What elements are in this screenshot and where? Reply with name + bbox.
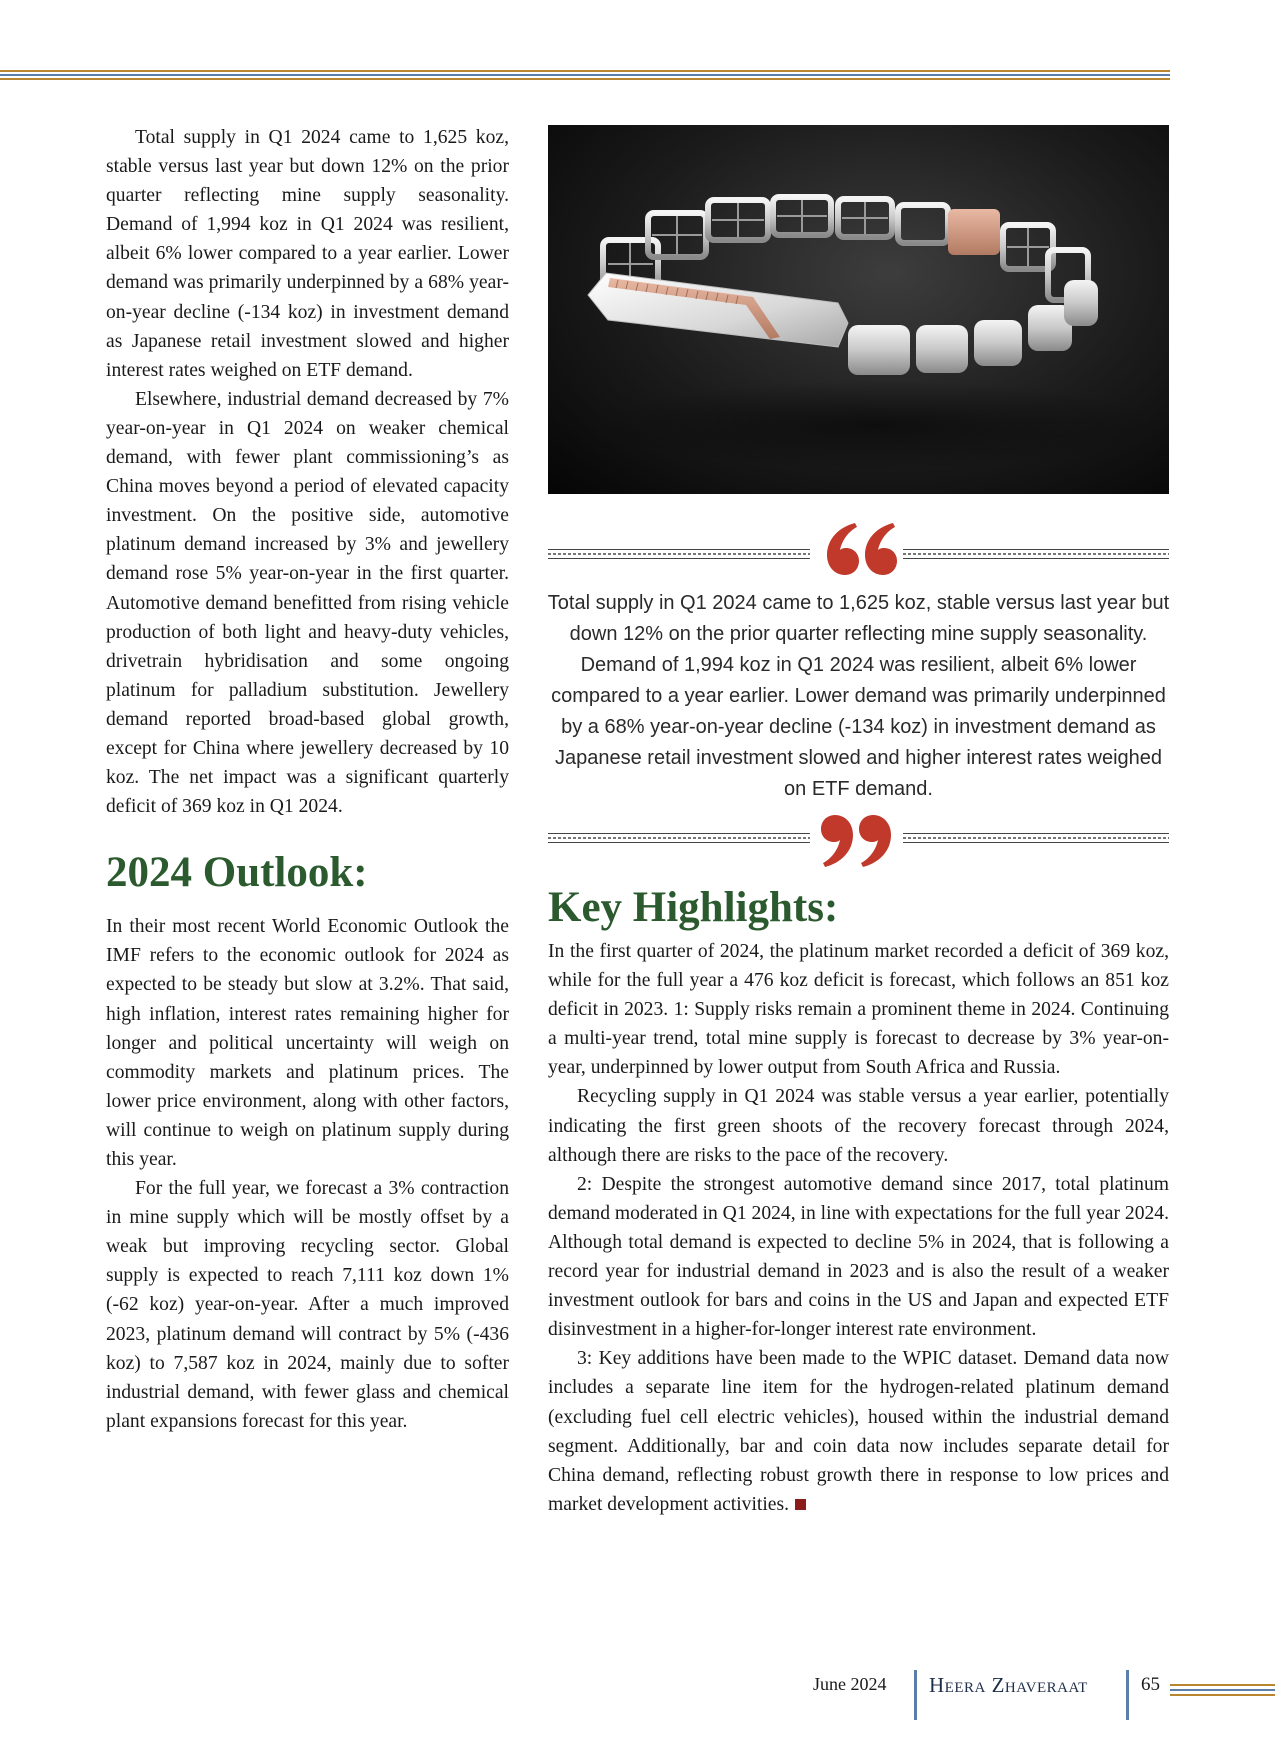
page-number: 65: [1141, 1674, 1160, 1695]
article-paragraph: Total supply in Q1 2024 came to 1,625 koz, stable versus last year but down 12% on the prior quarter reflecting mine supply seasonality. Demand of 1,994 koz in Q1 2024 was resilient, albeit 6% lower compared to a year earlier. Lower demand was primarily underpinned by a 68% year-on-year decline (-134 koz) in investment demand as Japanese retail investment slowed and higher interest rates weighed on ETF demand.: [106, 127, 509, 381]
footer-divider: [914, 1670, 917, 1720]
quote-rule: [903, 832, 1169, 844]
highlights-heading: Key Highlights:: [548, 884, 839, 931]
article-paragraph: 2: Despite the strongest automotive demand since 2017, total platinum demand moderated in Q1 2024, in line with expectations for the full year 2024. Although total demand is expected to decline 5% in 2024, that is following a record year for industrial demand in 2023 and is also the result of a weaker investment outlook for bars and coins in the US and Japan and expected ETF disinvestment in a higher-for-longer interest rate environment.: [548, 1173, 1169, 1341]
article-paragraph: For the full year, we forecast a 3% contraction in mine supply which will be mostly offset by a weak but improving recycling sector. Global supply is expected to reach 7,111 koz down 1% (-62 koz) year-on-year. After a much improved 2023, platinum demand will contract by 5% (-436 koz) to 7,587 koz in 2024, mainly due to softer industrial demand, with fewer glass and chemical plant expansions forecast for this year.: [106, 1178, 509, 1432]
open-quote-icon: [821, 515, 897, 577]
end-mark-icon: [795, 1499, 806, 1510]
article-paragraph: Elsewhere, industrial demand decreased by 7% year-on-year in Q1 2024 on weaker chemical demand, with fewer plant commissioning’s as China moves beyond a period of elevated capacity investment. On the positive side, automotive platinum demand increased by 3% and jewellery demand rose 5% year-on-year in the first quarter. Automotive demand benefitted from rising vehicle production of both light and heavy-duty vehicles, drivetrain hybridisation and some ongoing platinum for palladium substitution. Jewellery demand reported broad-based global growth, except for China where jewellery decreased by 10 koz. The net impact was a significant quarterly deficit of 369 koz in Q1 2024.: [106, 388, 509, 818]
article-paragraph: [548, 1344, 1169, 1519]
article-paragraph-text: 3: Key additions have been made to the WPIC dataset. Demand data now includes a separate line item for the hydrogen-related platinum demand (excluding fuel cell electric vehicles), housed within the industrial demand segment. Additionally, bar and coin data now includes separate detail for China demand, reflecting robust growth there in response to low prices and market development activities.: [548, 1348, 1169, 1515]
article-paragraph: Recycling supply in Q1 2024 was stable versus a year earlier, potentially indicating the first green shoots of the recovery forecast through 2024, although there are risks to the pace of the recovery.: [548, 1086, 1169, 1166]
close-quote-icon: [821, 813, 897, 875]
page-footer: [0, 1665, 1275, 1725]
footer-divider: [1126, 1670, 1129, 1720]
quote-rule: [903, 548, 1169, 560]
article-paragraph: In their most recent World Economic Outlook the IMF refers to the economic outlook for 2024 as expected to be steady but slow at 3.2%. That said, high inflation, interest rates remaining higher for longer and political uncertainty will weigh on commodity markets and platinum prices. The lower price environment, along with other factors, will continue to weigh on platinum supply during this year.: [106, 916, 509, 1170]
quote-rule: [548, 832, 810, 844]
quote-rule: [548, 548, 810, 560]
top-rule: [0, 70, 1170, 80]
outlook-heading: 2024 Outlook:: [106, 849, 368, 897]
magazine-name: Heera Zhaveraat: [929, 1673, 1088, 1697]
bracelet-image: [548, 125, 1169, 494]
bracelet-photo: [548, 125, 1169, 494]
article-paragraph: In the first quarter of 2024, the platinum market recorded a deficit of 369 koz, while for the full year a 476 koz deficit is forecast, which follows an 851 koz deficit in 2023. 1: Supply risks remain a prominent theme in 2024. Continuing a multi-year trend, total mine supply is forecast to decrease by 3% year-on-year, underpinned by lower output from South Africa and Russia.: [548, 941, 1169, 1079]
left-column: [106, 123, 509, 1436]
issue-date: June 2024: [813, 1674, 887, 1694]
highlights-section: [548, 883, 1169, 1519]
pull-quote-text: Total supply in Q1 2024 came to 1,625 koz, stable versus last year but down 12% on the prior quarter reflecting mine supply seasonality. Demand of 1,994 koz in Q1 2024 was resilient, albeit 6% lower compared to a year earlier. Lower demand was primarily underpinned by a 68% year-on-year decline (-134 koz) in investment demand as Japanese retail investment slowed and higher interest rates weighed on ETF demand.: [547, 592, 1170, 800]
